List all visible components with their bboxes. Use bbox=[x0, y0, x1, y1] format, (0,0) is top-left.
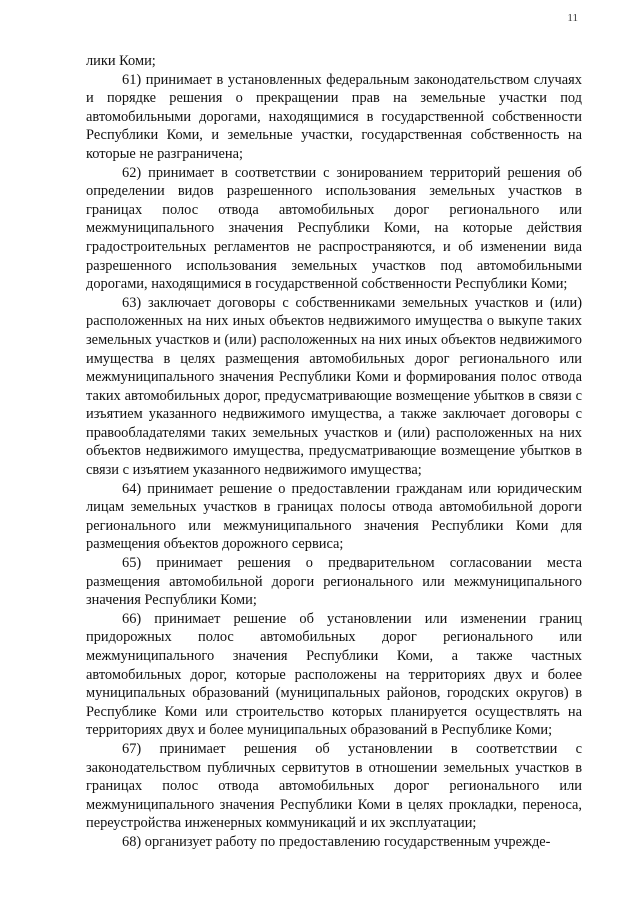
paragraph-item-63: 63) заключает договоры с собственниками земельных участков и (или) расположенных на них иных объектов недвижимого имущества о выкупе таких земельных участков и (или) расположенных на них иных объектов недвижимого имущества в целях размещения автомобильных дорог регионального или межмуниципального значения Республики Коми и формирования полос отвода таких автомобильных дорог, предусматривающие возмещение убытков в связи с изъятием указанного недвижимого имущества, а также заключает договоры с правообладателями таких земельных участков и (или) расположенных на них объектов недвижимого имущества, предусматривающие возмещение убытков в связи с изъятием указанного недвижимого имущества; bbox=[86, 294, 582, 479]
document-body bbox=[86, 52, 582, 852]
paragraph-item-66: 66) принимает решение об установлении или изменении границ придорожных полос автомобильных дорог регионального или межмуниципального значения Республики Коми, а также частных автомобильных дорог, которые расположены на территориях двух и более муниципальных образований (муниципальных районов, городских округов) в Республике Коми или строительство которых планируется осуществлять на территориях двух и более муниципальных образований в Республике Коми; bbox=[86, 610, 582, 739]
paragraph-item-65: 65) принимает решения о предварительном согласовании места размещения автомобильной дороги регионального или межмуниципального значения Республики Коми; bbox=[86, 555, 582, 609]
paragraph-continuation: лики Коми; bbox=[86, 53, 156, 69]
paragraph-item-61: 61) принимает в установленных федеральным законодательством случаях и порядке решения о прекращении прав на земельные участки под автомобильными дорогами, находящимися в государственной собственности Республики Коми, и земельные участки, государственная собственность на которые не разграничена; bbox=[86, 71, 582, 162]
paragraph-item-68: 68) организует работу по предоставлению государственным учрежде- bbox=[122, 833, 551, 850]
paragraph-item-62: 62) принимает в соответствии с зонированием территорий решения об определении видов разрешенного использования земельных участков в границах полос отвода автомобильных дорог регионального или межмуниципального значения Республики Коми, на которые действия градостроительных регламентов не распространяются, и об изменении вида разрешенного использования земельных участков под автомобильными дорогами, находящимися в государственной собственности Республики Коми; bbox=[86, 164, 582, 293]
page-number: 11 bbox=[567, 12, 578, 24]
paragraph-item-67: 67) принимает решения об установлении в соответствии с законодательством публичных сервитутов в отношении земельных участков в границах полос отвода автомобильных дорог регионального или межмуниципального значения Республики Коми в целях прокладки, переноса, переустройства инженерных коммуникаций и их эксплуатации; bbox=[86, 740, 582, 832]
paragraph-item-64: 64) принимает решение о предоставлении гражданам или юридическим лицам земельных участков в границах полосы отвода автомобильной дороги регионального или межмуниципального значения Республики Коми для размещения объектов дорожного сервиса; bbox=[86, 480, 582, 553]
